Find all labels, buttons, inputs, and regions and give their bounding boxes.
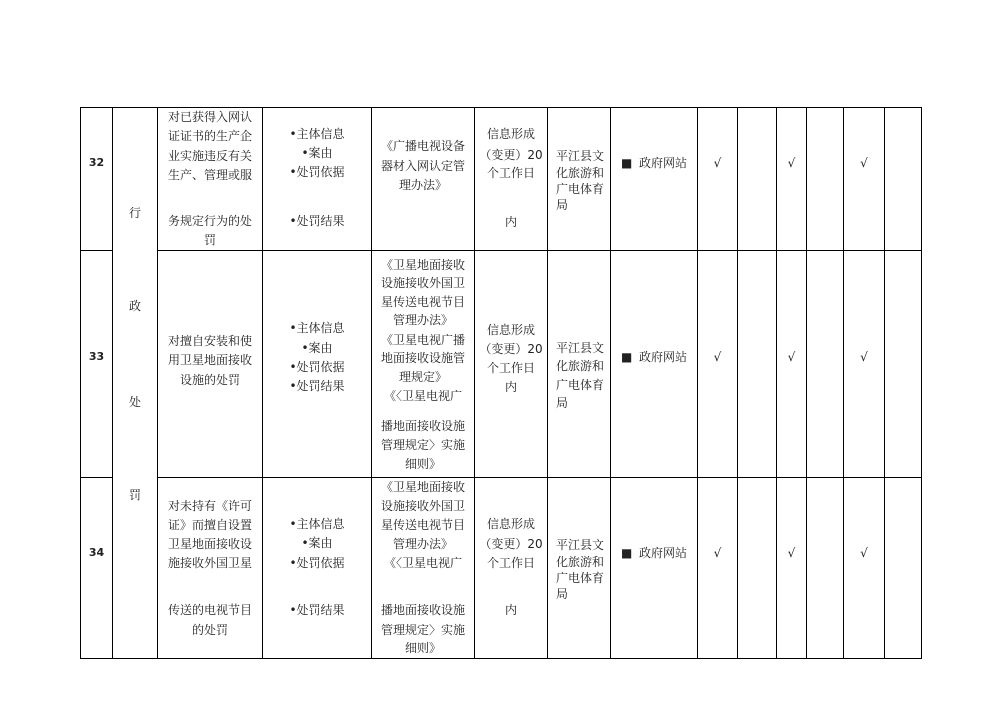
responsible-agency-line: 广电体育 [556, 571, 605, 585]
row-number-cell [80, 107, 113, 251]
time-limit-line: 个工作日 [486, 166, 535, 180]
check-cell [843, 250, 885, 478]
legal-basis-line: 理办法》 [398, 178, 447, 192]
disclosure-content-line: •案由 [301, 536, 333, 550]
time-limit-line: 信息形成 [486, 127, 535, 141]
channel-label: 政府网站 [639, 156, 688, 170]
responsible-agency-line: 化旅游和 [556, 359, 605, 373]
legal-basis-line: 管理办法》 [392, 537, 453, 551]
legal-basis-line: 星传送电视节目 [380, 518, 465, 532]
channel-marker: ■ [621, 546, 633, 560]
responsible-agency-line: 局 [556, 396, 569, 410]
check-cell [884, 107, 922, 251]
item-description-line: 施接收外国卫星 [167, 556, 252, 570]
responsible-agency-line: 广电体育 [556, 378, 605, 392]
responsible-agency-line: 平江县文 [556, 341, 605, 355]
row-number: 34 [88, 546, 105, 559]
item-description-line: 业实施违反有关 [167, 149, 252, 163]
check-cell [776, 477, 807, 659]
disclosure-channel-cell [610, 250, 698, 478]
legal-basis-line: 《〈卫星电视广 [383, 556, 462, 570]
check-cell [843, 477, 885, 659]
legal-basis-line: 理规定》 [398, 370, 447, 384]
check-cell [697, 250, 738, 478]
responsible-agency-line: 广电体育 [556, 182, 605, 196]
legal-basis-line: 器材入网认定管 [380, 159, 465, 173]
row-number: 32 [88, 156, 105, 169]
penalty-disclosure-table [80, 107, 922, 659]
legal-basis-line: 播地面接收设施 [380, 603, 465, 617]
disclosure-content-line: •主体信息 [289, 517, 345, 531]
item-description-line: 对未持有《许可 [167, 499, 252, 513]
disclosure-channel [611, 349, 697, 365]
disclosure-content-cell [262, 477, 372, 659]
disclosure-content-line: •处罚结果 [289, 379, 345, 393]
item-description-line: 证》而擅自设置 [167, 518, 252, 532]
disclosure-content-line: •处罚结果 [289, 214, 345, 228]
check-cell [737, 477, 777, 659]
legal-basis-line: 管理办法》 [392, 313, 453, 327]
time-limit-line: 内 [504, 380, 517, 394]
disclosure-channel [611, 545, 697, 561]
category-char: 政 [128, 299, 141, 313]
responsible-agency-cell [547, 477, 611, 659]
time-limit-line: （变更）20 [479, 148, 543, 162]
legal-basis-line: 管理规定〉实施 [380, 623, 465, 637]
item-description-line: 传送的电视节目 [167, 603, 252, 617]
responsible-agency-line: 平江县文 [556, 149, 605, 163]
time-limit-line: 信息形成 [486, 323, 535, 337]
legal-basis-line: 《卫星地面接收 [380, 480, 465, 494]
time-limit-line: （变更）20 [479, 342, 543, 356]
legal-basis-line: 《卫星地面接收 [380, 258, 465, 272]
check-mark: √ [713, 350, 722, 364]
channel-label: 政府网站 [639, 546, 688, 560]
row-number-cell [80, 477, 113, 659]
time-limit-line: 信息形成 [486, 517, 535, 531]
check-cell [737, 250, 777, 478]
legal-basis-line: 细则》 [404, 457, 441, 471]
item-description-cell [157, 477, 263, 659]
disclosure-content-line: •处罚依据 [289, 165, 345, 179]
row-number: 33 [88, 350, 105, 363]
legal-basis-line: 播地面接收设施 [380, 419, 465, 433]
time-limit-cell [474, 477, 548, 659]
item-description-cell [157, 250, 263, 478]
check-cell [806, 107, 844, 251]
time-limit-cell [474, 107, 548, 251]
check-cell [806, 477, 844, 659]
legal-basis-line: 《〈卫星电视广 [383, 389, 462, 403]
item-description-line: 对擅自安装和使 [167, 334, 252, 348]
channel-marker: ■ [621, 156, 633, 170]
disclosure-channel-cell [610, 477, 698, 659]
legal-basis-cell [371, 477, 475, 659]
check-cell [806, 250, 844, 478]
legal-basis-line: 设施接收外国卫 [380, 499, 465, 513]
check-mark: √ [787, 546, 796, 560]
check-cell [843, 107, 885, 251]
disclosure-content-line: •处罚结果 [289, 603, 345, 617]
time-limit-line: （变更）20 [479, 537, 543, 551]
responsible-agency-cell [547, 107, 611, 251]
responsible-agency-line: 化旅游和 [556, 555, 605, 569]
disclosure-content-line: •处罚依据 [289, 360, 345, 374]
legal-basis-line: 细则》 [404, 641, 441, 655]
check-cell [697, 107, 738, 251]
check-mark: √ [713, 546, 722, 560]
disclosure-channel [611, 155, 697, 171]
responsible-agency-line: 化旅游和 [556, 166, 605, 180]
legal-basis-line: 设施接收外国卫 [380, 276, 465, 290]
item-description-cell [157, 107, 263, 251]
disclosure-content-cell [262, 107, 372, 251]
check-cell [776, 250, 807, 478]
check-mark: √ [860, 350, 868, 364]
item-description-line: 务规定行为的处 [167, 214, 252, 228]
check-cell [884, 250, 922, 478]
legal-basis-line: 管理规定〉实施 [380, 438, 465, 452]
disclosure-content-line: •案由 [301, 341, 333, 355]
category-char: 罚 [128, 488, 141, 502]
time-limit-line: 内 [504, 603, 517, 617]
item-description-line: 用卫星地面接收 [167, 353, 252, 367]
disclosure-content-line: •处罚依据 [289, 556, 345, 570]
item-description-line: 的处罚 [191, 623, 228, 637]
time-limit-cell [474, 250, 548, 478]
time-limit-line: 个工作日 [486, 361, 535, 375]
check-mark: √ [787, 156, 796, 170]
check-cell [776, 107, 807, 251]
item-description-line: 罚 [203, 233, 216, 247]
category-char: 行 [128, 206, 141, 220]
disclosure-content-cell [262, 250, 372, 478]
check-mark: √ [860, 156, 868, 170]
disclosure-content-line: •主体信息 [289, 321, 345, 335]
responsible-agency-line: 局 [556, 587, 569, 601]
responsible-agency-line: 平江县文 [556, 538, 605, 552]
check-mark: √ [713, 156, 722, 170]
check-mark: √ [860, 546, 868, 560]
channel-marker: ■ [621, 350, 633, 364]
item-description-line: 对已获得入网认 [167, 110, 252, 124]
legal-basis-cell [371, 250, 475, 478]
legal-basis-cell [371, 107, 475, 251]
check-cell [737, 107, 777, 251]
time-limit-line: 内 [504, 215, 517, 229]
disclosure-channel-cell [610, 107, 698, 251]
legal-basis-line: 星传送电视节目 [380, 295, 465, 309]
check-cell [697, 477, 738, 659]
responsible-agency-line: 局 [556, 198, 569, 212]
item-description-line: 证证书的生产企 [167, 129, 252, 143]
legal-basis-line: 《广播电视设备 [380, 139, 465, 153]
disclosure-content-line: •主体信息 [289, 127, 345, 141]
legal-basis-line: 《卫星电视广播 [380, 333, 465, 347]
item-description-line: 卫星地面接收设 [167, 537, 252, 551]
item-description-line: 设施的处罚 [179, 373, 240, 387]
check-mark: √ [787, 350, 796, 364]
category-cell [112, 107, 158, 659]
check-cell [884, 477, 922, 659]
item-description-line: 生产、管理或服 [167, 168, 252, 182]
legal-basis-line: 地面接收设施管 [380, 351, 465, 365]
disclosure-content-line: •案由 [301, 146, 333, 160]
channel-label: 政府网站 [639, 350, 688, 364]
category-char: 处 [128, 395, 141, 409]
row-number-cell [80, 250, 113, 478]
responsible-agency-cell [547, 250, 611, 478]
time-limit-line: 个工作日 [486, 556, 535, 570]
